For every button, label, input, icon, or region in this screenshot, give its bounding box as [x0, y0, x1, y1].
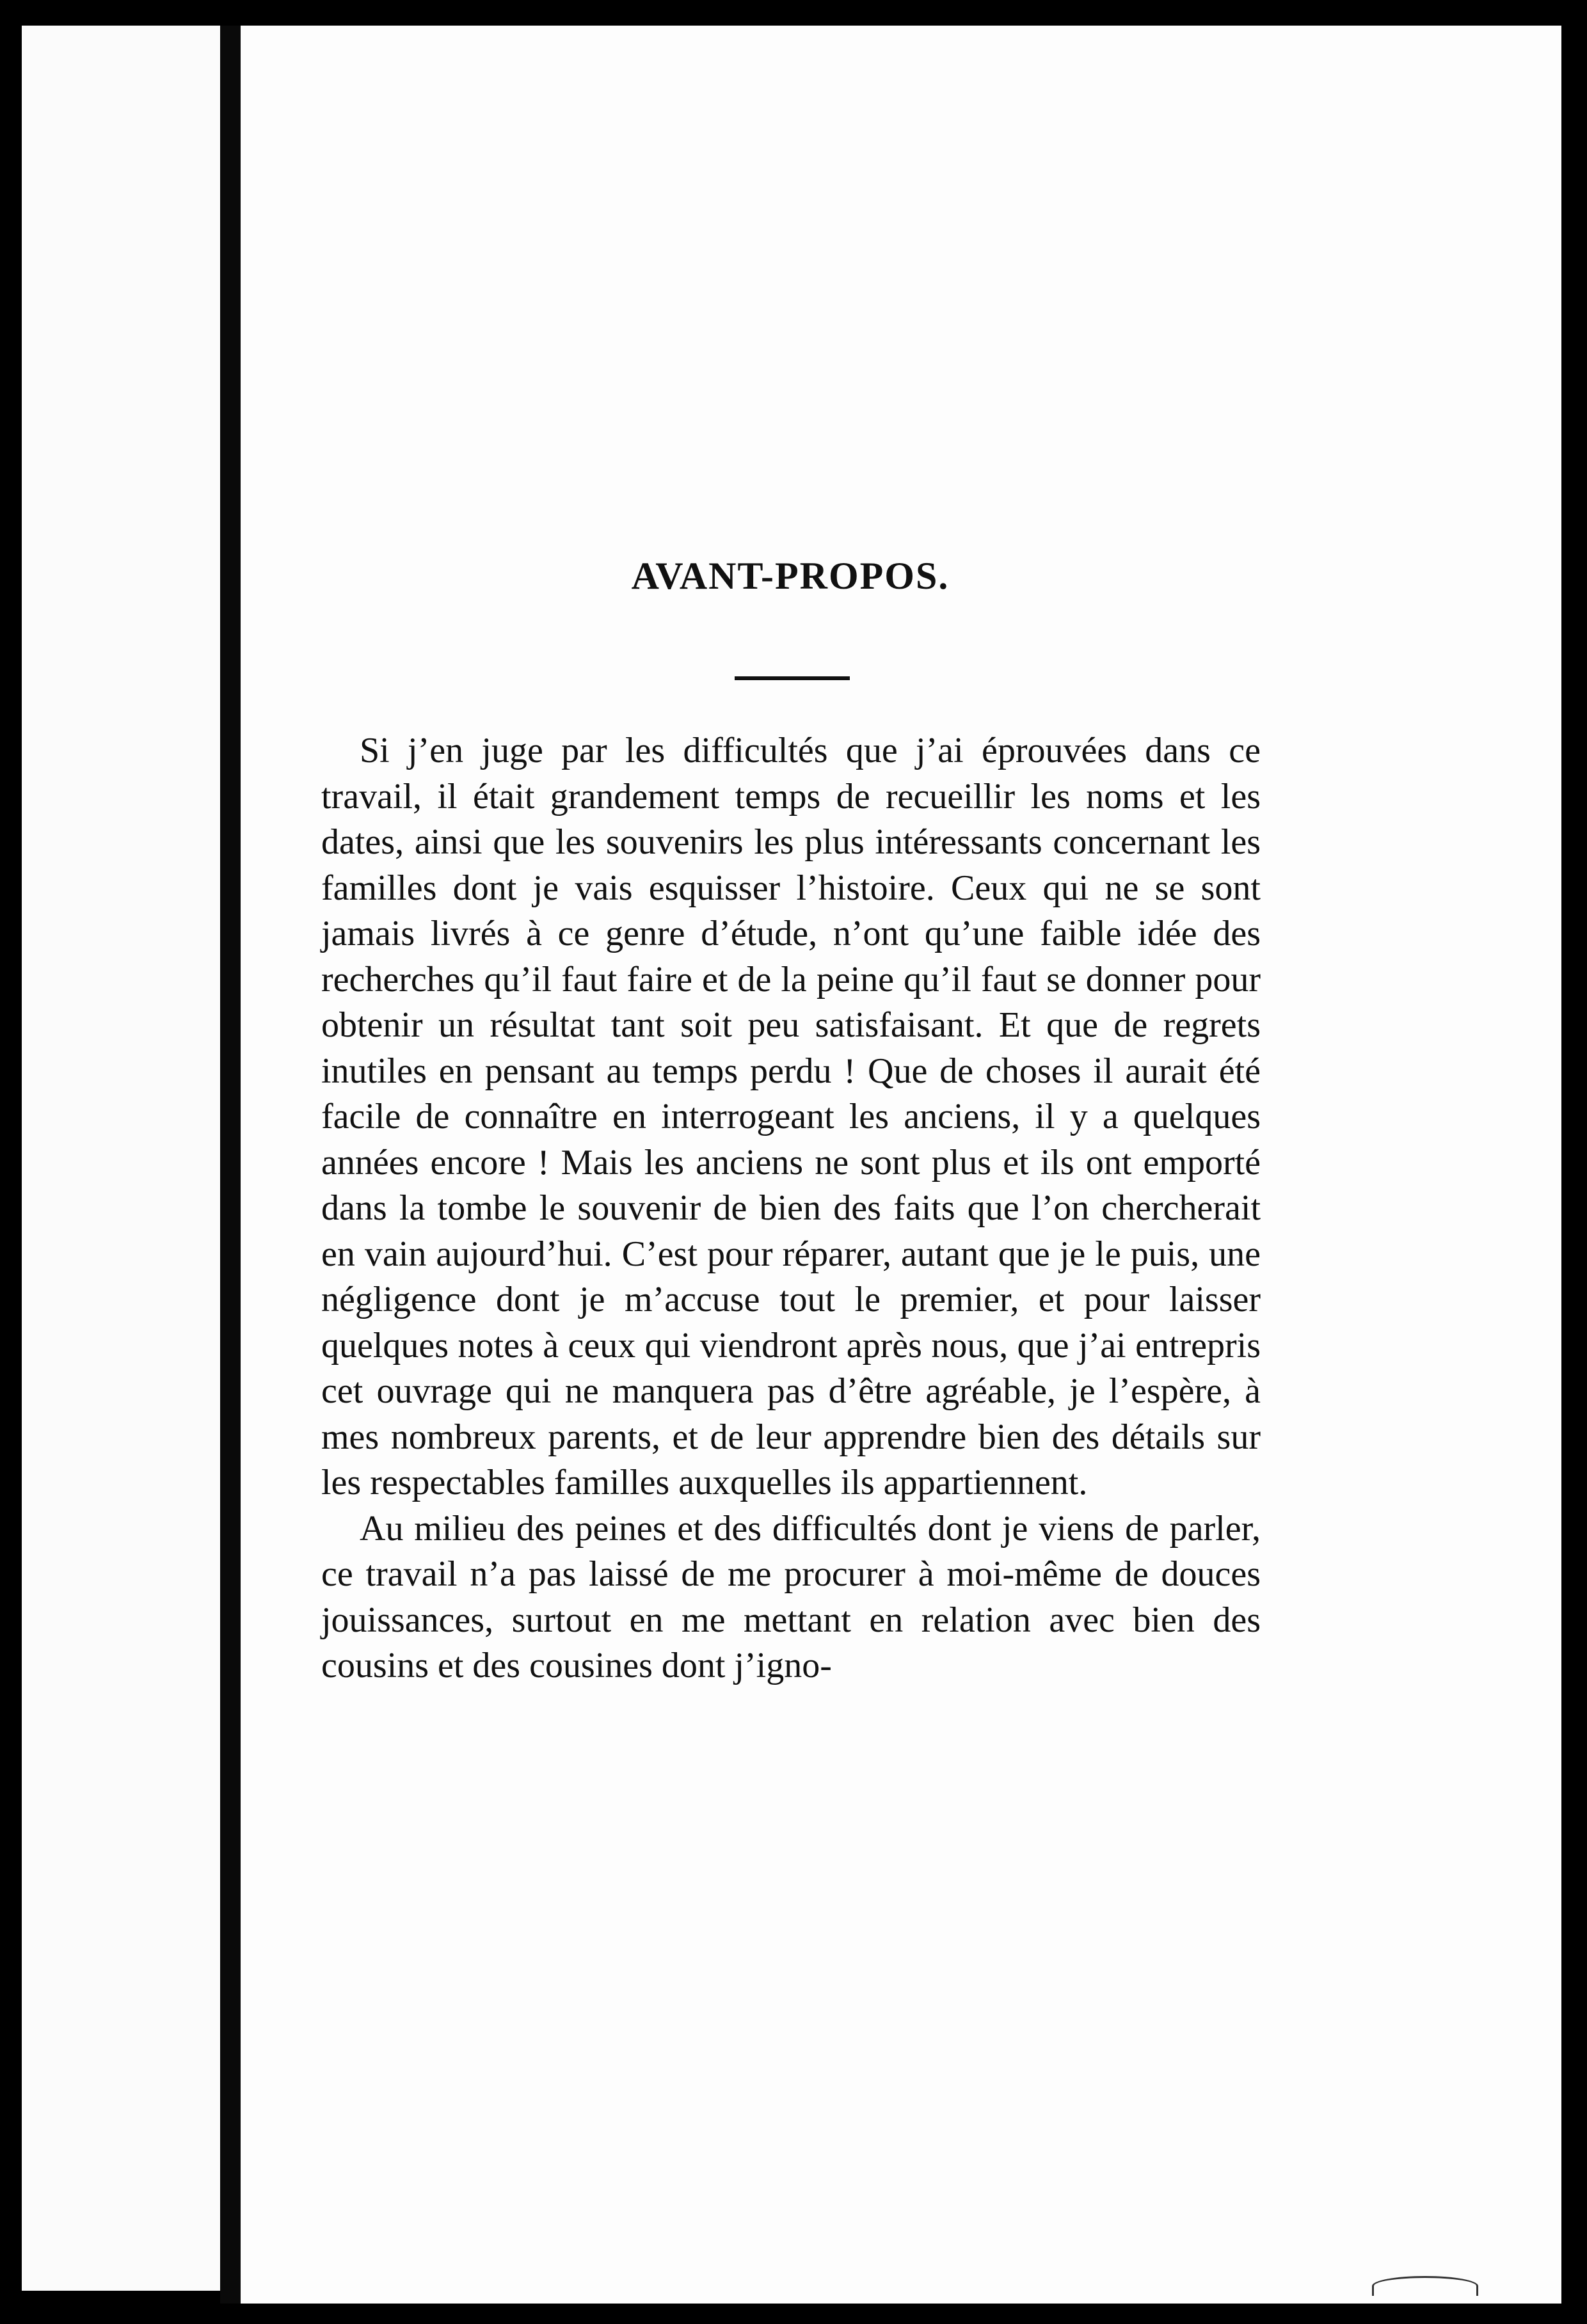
paragraph-1: Si j’en juge par les difficultés que j’ai éprouvées dans ce travail, il était grandement temps de recueillir les noms et les dates, ainsi que les souvenirs les plus intéressants concernant les familles dont je vais esquisser l’histoire. Ceux qui ne se sont jamais livrés à ce genre d’étude, n’ont qu’une faible idée des recherches qu’il faut faire et de la peine qu’il faut se donner pour obtenir un résultat tant soit peu satisfaisant. Et que de regrets inutiles en pensant au temps perdu ! Que de choses il aurait été facile de connaître en interrogeant les anciens, il y a quelques années encore ! Mais les anciens ne sont plus et ils ont emporté dans la tombe le souvenir de bien des faits que l’on chercherait en vain aujourd’hui. C’est pour réparer, autant que je le puis, une négligence dont je m’accuse tout le premier, et pour laisser quelques notes à ceux qui viendront après nous, que j’ai entrepris cet ouvrage qui ne manquera pas d’être agréable, je l’espère, à mes nombreux parents, et de leur apprendre bien des détails sur les respectables familles auxquelles ils appartiennent. [321, 731, 1261, 1502]
page-heading: AVANT-PROPOS. [631, 555, 950, 597]
facing-page-edge [22, 26, 220, 2291]
body-text [321, 728, 1261, 1689]
book-gutter [220, 26, 241, 2304]
page-corner-mark [1372, 2276, 1478, 2296]
paragraph-2: Au milieu des peines et des difficultés dont je viens de parler, ce travail n’a pas laissé de me procurer à moi-même de douces jouissances, surtout en me mettant en relation avec bien des cousins et des cousines dont j’igno- [321, 1508, 1261, 1685]
heading-rule [735, 676, 850, 680]
